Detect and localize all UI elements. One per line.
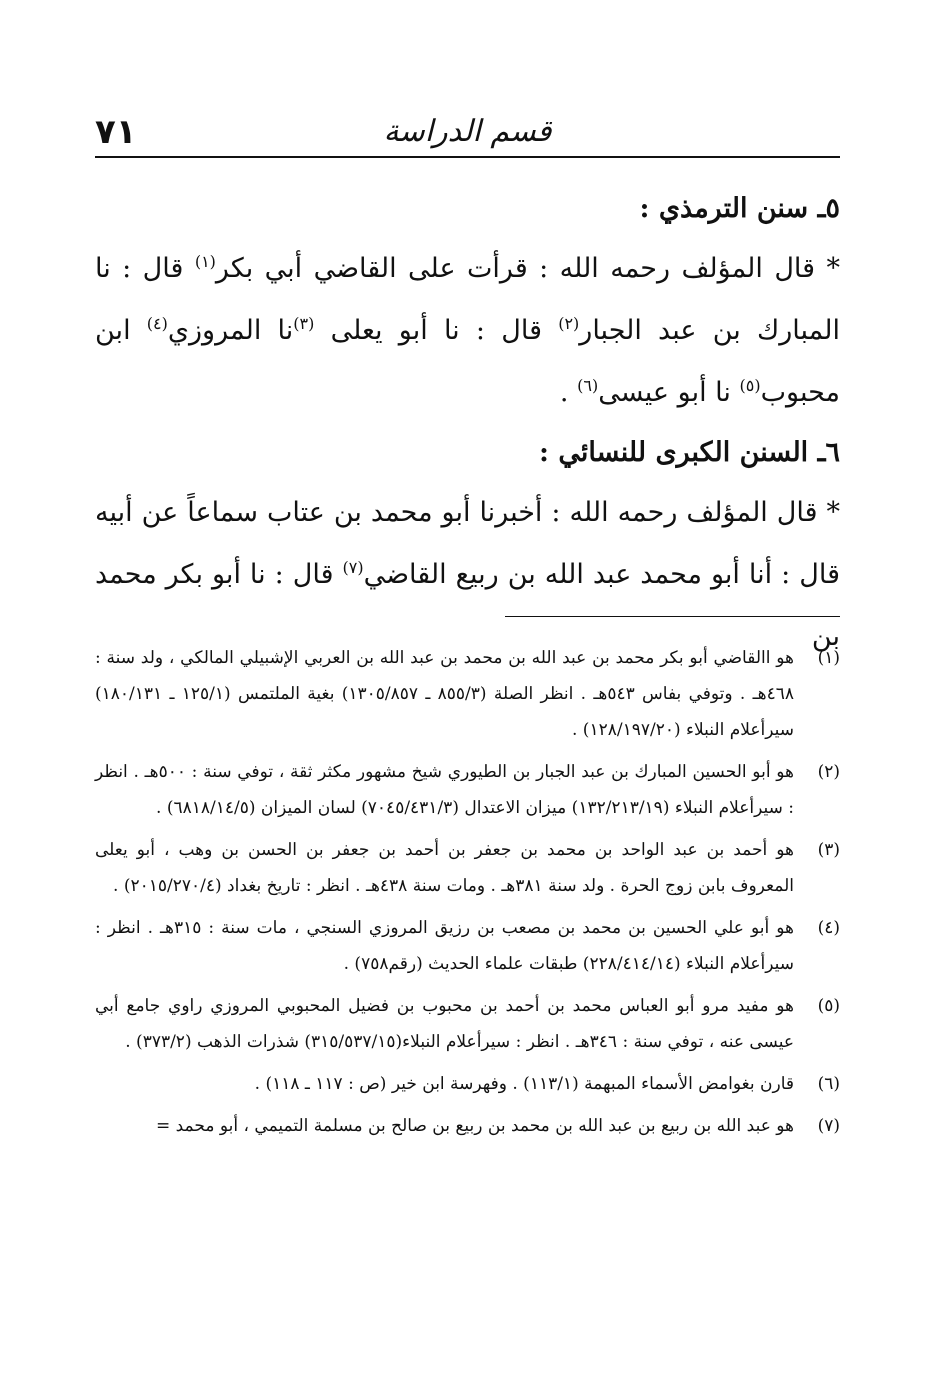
footnote-text: هو عبد الله بن ربيع بن عبد الله بن محمد بن ربيع بن صالح بن مسلمة التميمي ، أبو محمد = — [155, 1116, 794, 1136]
main-text — [95, 180, 840, 668]
footnote-item — [95, 910, 840, 982]
footnote-ref-1[interactable]: (١) — [194, 252, 216, 271]
footnote-text: قارن بغوامض الأسماء المبهمة (١١٣/١) . وفهرسة ابن خير (ص : ١١٧ ـ ١١٨) . — [254, 1074, 794, 1094]
text-span: قال : نا المبارك بن عبد الجبار — [95, 253, 840, 346]
footnote-text: هو مفيد مرو أبو العباس محمد بن أحمد بن محبوب بن فضيل المحبوبي المروزي راوي جامع أبي عيسى عنه ، توفي سنة : ٣٤٦هـ . انظر : سيرأعلام النبلاء(٣١٥/٥٣٧/١٥) شذرات الذهب (٣٧٣/٢) . — [95, 996, 794, 1052]
text-span: . — [559, 377, 578, 408]
text-span: قال : نا أبو بكر محمد بن — [95, 559, 840, 652]
footnote-number: (٧) — [817, 1116, 840, 1136]
footnote-ref-7[interactable]: (٧) — [342, 558, 364, 577]
text-span: ابن محبوب — [95, 315, 840, 408]
footnote-item — [95, 988, 840, 1060]
footnote-text: هو أبو علي الحسين بن محمد بن مصعب بن رزيق المروزي السنجي ، مات سنة : ٣١٥هـ . انظر : سيرأعلام النبلاء (٢٢٨/٤١٤/١٤) طبقات علماء الحديث (رقم٧٥٨) . — [95, 918, 794, 974]
footnote-ref-5[interactable]: (٥) — [739, 376, 761, 395]
running-title: قسم الدراسة — [383, 114, 552, 149]
footnote-number: (١) — [817, 648, 840, 668]
section-heading-nasai: ٦ـ السنن الكبرى للنسائي : — [539, 437, 840, 468]
footnote-separator — [505, 616, 840, 617]
footnote-item — [95, 832, 840, 904]
text-span: قال : نا أبو يعلى — [314, 315, 559, 346]
footnote-number: (٢) — [817, 762, 840, 782]
header-rule — [95, 156, 840, 158]
footnote-text: هو أبو الحسين المبارك بن عبد الجبار بن الطيوري شيخ مشهور مكثر ثقة ، توفي سنة : ٥٠٠هـ . انظر : سيرأعلام النبلاء (١٣٢/٢١٣/١٩) ميزان الاعتدال (٧٠٤٥/٤٣١/٣) لسان الميزان (٦٨١٨/١٤/٥) . — [95, 762, 794, 818]
footnote-ref-2[interactable]: (٢) — [558, 314, 580, 333]
footnote-text: هو االقاضي أبو بكر محمد بن عبد الله بن محمد بن عبد الله بن العربي الإشبيلي المالكي ، ولد سنة : ٤٦٨هـ . وتوفي بفاس ٥٤٣هـ . انظر الصلة (٨٥٥/٣ ـ ١٣٠٥/٨٥٧) بغية الملتمس (١٢٥/١ ـ ١٨٠/١٣١) سيرأعلام النبلاء (١٢٨/١٩٧/٢٠) . — [95, 648, 794, 740]
page-header — [95, 108, 840, 160]
paragraph-tirmidhi — [95, 238, 840, 424]
footnote-number: (٥) — [817, 996, 840, 1016]
section-heading-tirmidhi: ٥ـ سنن الترمذي : — [639, 193, 840, 224]
footnote-item — [95, 1066, 840, 1102]
text-span: نا المروزي — [167, 315, 294, 346]
text-span: * قال المؤلف رحمه الله : قرأت على القاضي أبي بكر — [215, 253, 840, 284]
text-span: نا أبو عيسى — [598, 377, 740, 408]
text-span: * قال المؤلف رحمه الله : أخبرنا أبو محمد بن عتاب سماعاً عن أبيه قال : أنا أبو محمد عبد الله بن ربيع القاضي — [95, 497, 840, 590]
footnote-ref-3[interactable]: (٣) — [293, 314, 315, 333]
footnote-text: هو أحمد بن عبد الواحد بن محمد بن جعفر بن أحمد بن جعفر بن الحسن بن وهب ، أبو يعلى المعروف بابن زوج الحرة . ولد سنة ٣٨١هـ . ومات سنة ٤٣٨هـ . انظر : تاريخ بغداد (٢٠١٥/٢٧٠/٤) . — [95, 840, 794, 896]
footnote-number: (٦) — [817, 1074, 840, 1094]
footnote-ref-6[interactable]: (٦) — [577, 376, 599, 395]
footnote-item — [95, 640, 840, 748]
footnote-number: (٣) — [817, 840, 840, 860]
footnotes — [95, 640, 840, 1150]
footnote-item — [95, 1108, 840, 1144]
page-number: ٧١ — [95, 112, 137, 152]
footnote-number: (٤) — [817, 918, 840, 938]
footnote-ref-4[interactable]: (٤) — [146, 314, 168, 333]
footnote-item — [95, 754, 840, 826]
